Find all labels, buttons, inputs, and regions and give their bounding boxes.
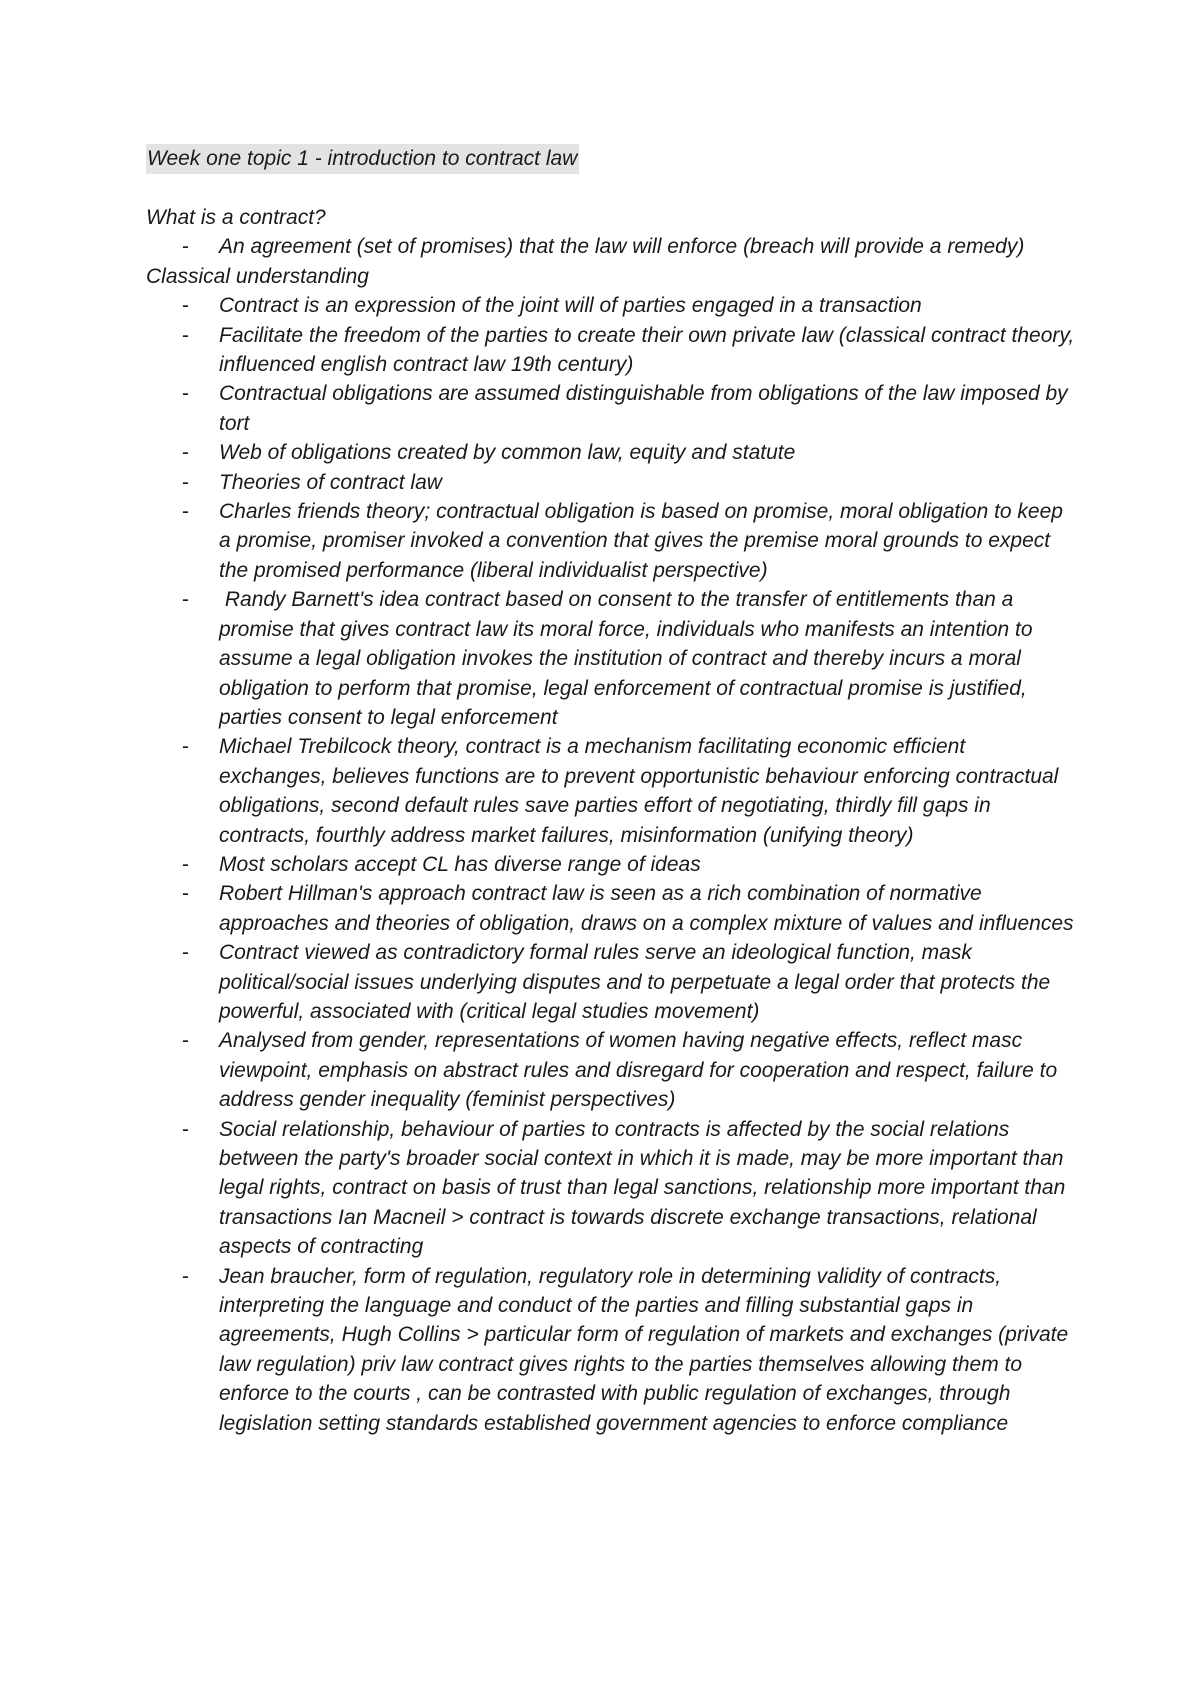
list-item-text: Michael Trebilcock theory, contract is a mechanism facilitating economic efficient exchanges, believes functions are to prevent opportunistic behaviour enforcing contractual obligations, second default rules save parties effort of negotiating, thirdly fill gaps in contracts, fourthly address market failures, misinformation (unifying theory) [219,735,1059,847]
list-item [146,1026,1076,1114]
list-item [146,468,1076,497]
document-title: Week one topic 1 - introduction to contract law [146,144,579,174]
section-heading-what-is-contract: What is a contract? [146,206,326,229]
list-item-text: Contract viewed as contradictory formal rules serve an ideological function, mask political/social issues underlying disputes and to perpetuate a legal order that protects the powerful, associated with (critical legal studies movement) [219,941,1051,1023]
list-item [146,850,1076,879]
bullet-dash: - [182,500,189,524]
bullet-dash: - [182,470,189,494]
bullet-dash: - [182,1029,189,1053]
list-item [146,379,1076,438]
bullet-dash: - [182,882,189,906]
section-heading-classical-understanding: Classical understanding [146,264,369,288]
bullet-dash: - [182,235,189,259]
bullet-dash: - [182,941,189,965]
bullet-dash: - [182,1264,189,1288]
list-item [146,291,1076,320]
list-item [146,1262,1076,1438]
list-item-text: An agreement (set of promises) that the law will enforce (breach will provide a remedy) [219,235,1025,259]
list-item [146,321,1076,380]
list-item-text: Analysed from gender, representations of women having negative effects, reflect masc viewpoint, emphasis on abstract rules and disregard for cooperation and respect, failure to address gender inequality (feminist perspectives) [219,1029,1058,1112]
title-wrapper [146,144,579,174]
bullet-dash: - [182,852,189,876]
list-item-text: Contract is an expression of the joint will of parties engaged in a transaction [219,294,922,318]
list-item [146,879,1076,938]
bullet-dash: - [182,735,189,759]
list-item-text: Facilitate the freedom of the parties to create their own private law (classical contract theory, influenced english contract law 19th century) [219,323,1075,377]
list-item-text: Jean braucher, form of regulation, regulatory role in determining validity of contracts, interpreting the language and conduct of the parties and filling substantial gaps in agreements, Hugh Collins > particular form of regulation of markets and exchanges (private law regulation) priv law contract gives rights to the parties themselves allowing them to enforce to the courts , can be contrasted with public regulation of exchanges, through legislation setting standards established government agencies to enforce compliance [219,1264,1069,1435]
list-item-text: Robert Hillman's approach contract law is seen as a rich combination of normative approaches and theories of obligation, draws on a complex mixture of values and influences [219,882,1074,935]
list-item [146,438,1076,467]
list-item [146,1115,1076,1262]
bullet-list-classical-understanding [146,291,1076,1438]
bullet-dash: - [182,382,189,406]
bullet-dash: - [182,323,189,347]
list-item-text: Most scholars accept CL has diverse range of ideas [219,852,701,876]
list-item-text: Social relationship, behaviour of parties to contracts is affected by the social relations between the party's broader social context in which it is made, may be more important than legal rights, contract on basis of trust than legal sanctions, relationship more important than transactions Ian Macneil > contract is towards discrete exchange transactions, relational aspects of contracting [219,1117,1066,1259]
list-item-text: Theories of contract law [219,470,442,494]
bullet-dash: - [182,588,189,612]
document-body [146,203,1076,1438]
bullet-dash: - [182,1117,189,1141]
bullet-list-what-is-contract [146,232,1076,261]
list-item [146,732,1076,850]
list-item-text: Charles friends theory; contractual obligation is based on promise, moral obligation to keep a promise, promiser invoked a convention that gives the premise moral grounds to expect the promised performance (liberal individualist perspective) [219,500,1063,582]
bullet-dash: - [182,441,189,465]
list-item-text: Randy Barnett's idea contract based on consent to the transfer of entitlements than a promise that gives contract law its moral force, individuals who manifests an intention to assume a legal obligation invokes the institution of contract and thereby incurs a moral obligation to perform that promise, legal enforcement of contractual promise is justified, parties consent to legal enforcement [219,588,1039,729]
list-item-text: Web of obligations created by common law, equity and statute [219,441,796,465]
list-item [146,938,1076,1026]
list-item [146,232,1076,261]
list-item [146,497,1076,585]
list-item-text: Contractual obligations are assumed distinguishable from obligations of the law imposed by tort [219,382,1068,435]
list-item [146,585,1076,732]
bullet-dash: - [182,294,189,318]
